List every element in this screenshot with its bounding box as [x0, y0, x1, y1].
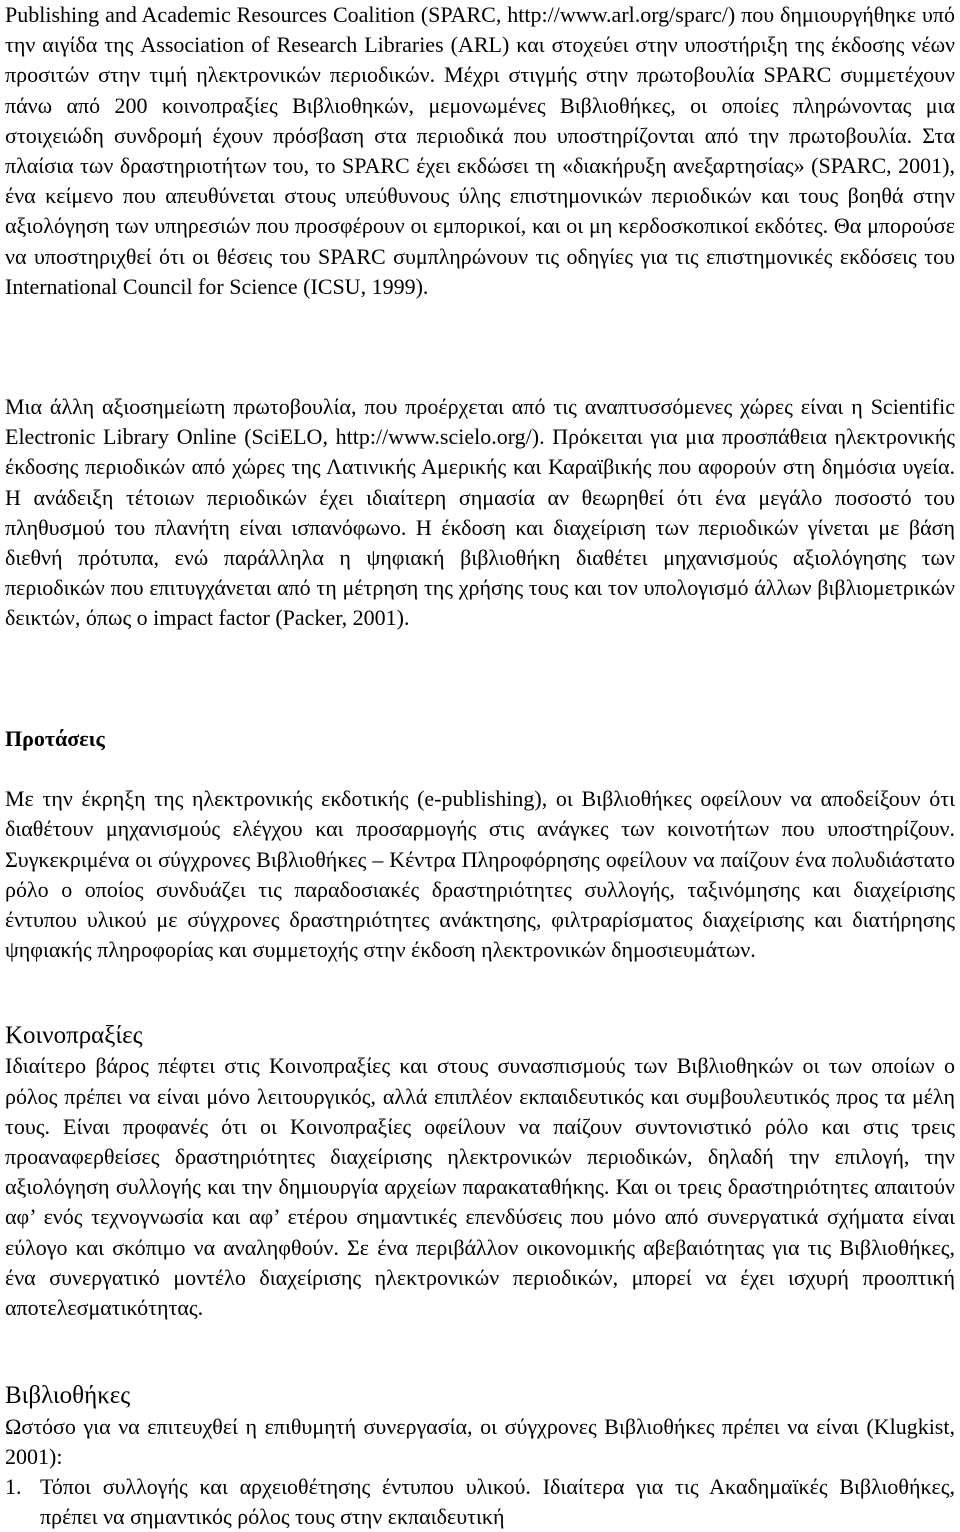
heading-consortia: Κοινοπραξίες — [5, 1022, 143, 1050]
list-item-text: Τόποι συλλογής και αρχειοθέτησης έντυπου υλικού. Ιδιαίτερα για τις Ακαδημαϊκές Βιβλιοθήκες, πρέπει να σημαντικός ρόλος τους στην εκπαιδευτική — [40, 1474, 955, 1530]
paragraph-gap — [5, 362, 955, 392]
paragraph-consortia: Ιδιαίτερο βάρος πέφτει στις Κοινοπραξίες και στους συνασπισμούς των Βιβλιοθηκών οι των οποίων ο ρόλος πρέπει να είναι μόνο λειτουργικός, αλλά επιπλέον εκπαιδευτικός και συμβουλευτικός προς τα μέλη τους. Είναι προφανές ότι οι Κοινοπραξίες οφείλουν να παίζουν συντονιστικό ρόλο και στις τρεις προαναφερθείσες δραστηριότητες διαχείρισης ηλεκτρονικών περιοδικών, δηλαδή την επιλογή, την αξιολόγηση συλλογής και την δημιουργία αρχείων παρακαταθήκης. Και οι τρεις δραστηριότητες απαιτούν αφ’ ενός τεχνογνωσία και αφ’ ετέρου σημαντικές επενδύσεις που μόνο από συνεργατικά σχήματα είναι εύλογο και σκόπιμο να αναληφθούν. Σε ένα περιβάλλον οικονομικής αβεβαιότητας για τις Βιβλιοθήκες, ένα συνεργατικό μοντέλο διαχείρισης ηλεκτρονικών περιοδικών, μπορεί να έχει ισχυρή προοπτική αποτελεσματικότητας. — [5, 1053, 955, 1321]
numbered-list — [5, 1472, 955, 1532]
heading-libraries: Βιβλιοθήκες — [5, 1382, 131, 1410]
heading-proposals: Προτάσεις — [5, 726, 105, 751]
document-page — [5, 0, 955, 1532]
paragraph-proposals: Με την έκρηξη της ηλεκτρονικής εκδοτικής (e-publishing), οι Βιβλιοθήκες οφείλουν να αποδείξουν ότι διαθέτουν μηχανισμούς ελέγχου και προσαρμογής στις ανάγκες των κοινοτήτων που υποστηρίζουν. Συγκεκριμένα οι σύγχρονες Βιβλιοθήκες – Κέντρα Πληροφόρησης οφείλουν να παίζουν ένα πολυδιάστατο ρόλο ο οποίος συνδυάζει τις παραδοσιακές δραστηριότητες συλλογής, ταξινόμησης και διαχείρισης έντυπου υλικού με σύγχρονες δραστηριότητες ανάκτησης, φιλτραρίσματος διαχείρισης και διατήρησης ψηφιακής πληροφορίας και συμμετοχής στην έκδοση ηλεκτρονικών δημοσιευμάτων. — [5, 786, 955, 963]
list-item — [5, 1472, 955, 1532]
paragraph-libraries: Ωστόσο για να επιτευχθεί η επιθυμητή συνεργασία, οι σύγχρονες Βιβλιοθήκες πρέπει να είναι (Klugkist, 2001): — [5, 1413, 955, 1469]
paragraph-gap — [5, 995, 955, 1021]
paragraph-gap — [5, 694, 955, 724]
paragraph-scielo: Μια άλλη αξιοσημείωτη πρωτοβουλία, που προέρχεται από τις αναπτυσσόμενες χώρες είναι η Scientific Electronic Library Online (SciELO, http://www.scielo.org/). Πρόκειται για μια προσπάθεια ηλεκτρονικής έκδοσης περιοδικών από χώρες της Λατινικής Αμερικής και Καραϊβικής που αφορούν στη δημόσια υγεία. Η ανάδειξη τέτοιων περιοδικών έχει ιδιαίτερη σημασία αν θεωρηθεί ότι ένα μεγάλο ποσοστό του πληθυσμού του πλανήτη είναι ισπανόφωνο. Η έκδοση και διαχείριση των περιοδικών γίνεται με βάση διεθνή πρότυπα, ενώ παράλληλα η ψηφιακή βιβλιοθήκη διαθέτει μηχανισμούς αξιολόγησης των περιοδικών που επιτυγχάνεται από τη μέτρηση της χρήσης τους και τον υπολογισμό άλλων βιβλιομετρικών δεικτών, όπως ο impact factor (Packer, 2001). — [5, 394, 955, 631]
list-item-number: 1. — [5, 1474, 22, 1500]
paragraph-gap — [5, 1353, 955, 1381]
paragraph-gap — [5, 754, 955, 784]
paragraph-sparc: Publishing and Academic Resources Coalition (SPARC, http://www.arl.org/sparc/) που δημιουργήθηκε υπό την αιγίδα της Association of Research Libraries (ARL) και στοχεύει στην υποστήριξη της έκδοσης νέων προσιτών στην τιμή ηλεκτρονικών περιοδικών. Μέχρι στιγμής στην πρωτοβουλία SPARC συμμετέχουν πάνω από 200 κοινοπραξίες Βιβλιοθηκών, μεμονωμένες Βιβλιοθήκες, οι οποίες πληρώνοντας μια στοιχειώδη συνδρομή έχουν πρόσβαση στα περιοδικά που υποστηρίζονται από την πρωτοβουλία. Στα πλαίσια των δραστηριοτήτων του, το SPARC έχει εκδώσει τη «διακήρυξη ανεξαρτησίας» (SPARC, 2001), ένα κείμενο που απευθύνεται στους υπεύθυνους ύλης επιστημονικών περιοδικών και τους βοηθά στην αξιολόγηση των υπηρεσιών που προσφέρουν οι εμπορικοί, και οι μη κερδοσκοπικοί εκδότες. Θα μπορούσε να υποστηριχθεί ότι οι θέσεις του SPARC συμπληρώνουν τις οδηγίες για τις επιστημονικές εκδόσεις του International Council for Science (ICSU, 1999). — [5, 2, 955, 299]
